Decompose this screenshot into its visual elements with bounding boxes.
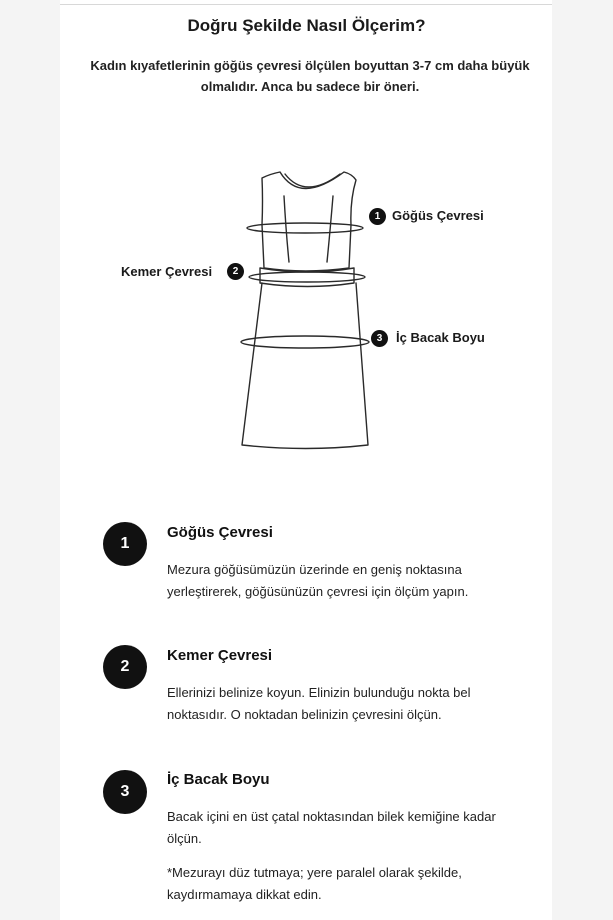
step-2-text: Ellerinizi belinize koyun. Elinizin bulunduğu nokta bel noktasıdır. O noktadan belinizin çevresini ölçün. bbox=[167, 685, 471, 722]
measurement-note: *Mezurayı düz tutmaya; yere paralel olarak şekilde, kaydırmamaya dikkat edin. bbox=[167, 865, 462, 902]
callout-label-waist: Kemer Çevresi bbox=[121, 264, 213, 279]
step-3-text: Bacak içini en üst çatal noktasından bilek kemiğine kadar ölçün. bbox=[167, 809, 496, 846]
step-2-badge: 2 bbox=[103, 645, 147, 689]
step-1-badge: 1 bbox=[103, 522, 147, 566]
step-2-title: Kemer Çevresi bbox=[167, 647, 273, 664]
step-3-title: İç Bacak Boyu bbox=[167, 771, 270, 788]
step-1-title: Göğüs Çevresi bbox=[167, 524, 273, 541]
page-title: Doğru Şekilde Nasıl Ölçerim? bbox=[187, 16, 426, 35]
callout-badge-2: 2 bbox=[227, 263, 244, 280]
callout-badge-1: 1 bbox=[369, 208, 386, 225]
callout-label-chest: Göğüs Çevresi bbox=[392, 208, 484, 223]
callout-badge-3: 3 bbox=[371, 330, 388, 347]
step-1-text: Mezura göğüsümüzün üzerinde en geniş noktasına yerleştirerek, göğüsünüzün çevresi için ölçüm yapın. bbox=[167, 562, 469, 599]
step-3-badge: 3 bbox=[103, 770, 147, 814]
page-subtitle: Kadın kıyafetlerinin göğüs çevresi ölçülen boyuttan 3-7 cm daha büyük olmalıdır. Anca bu sadece bir öneri. bbox=[90, 58, 530, 94]
callout-label-inseam: İç Bacak Boyu bbox=[396, 330, 485, 345]
